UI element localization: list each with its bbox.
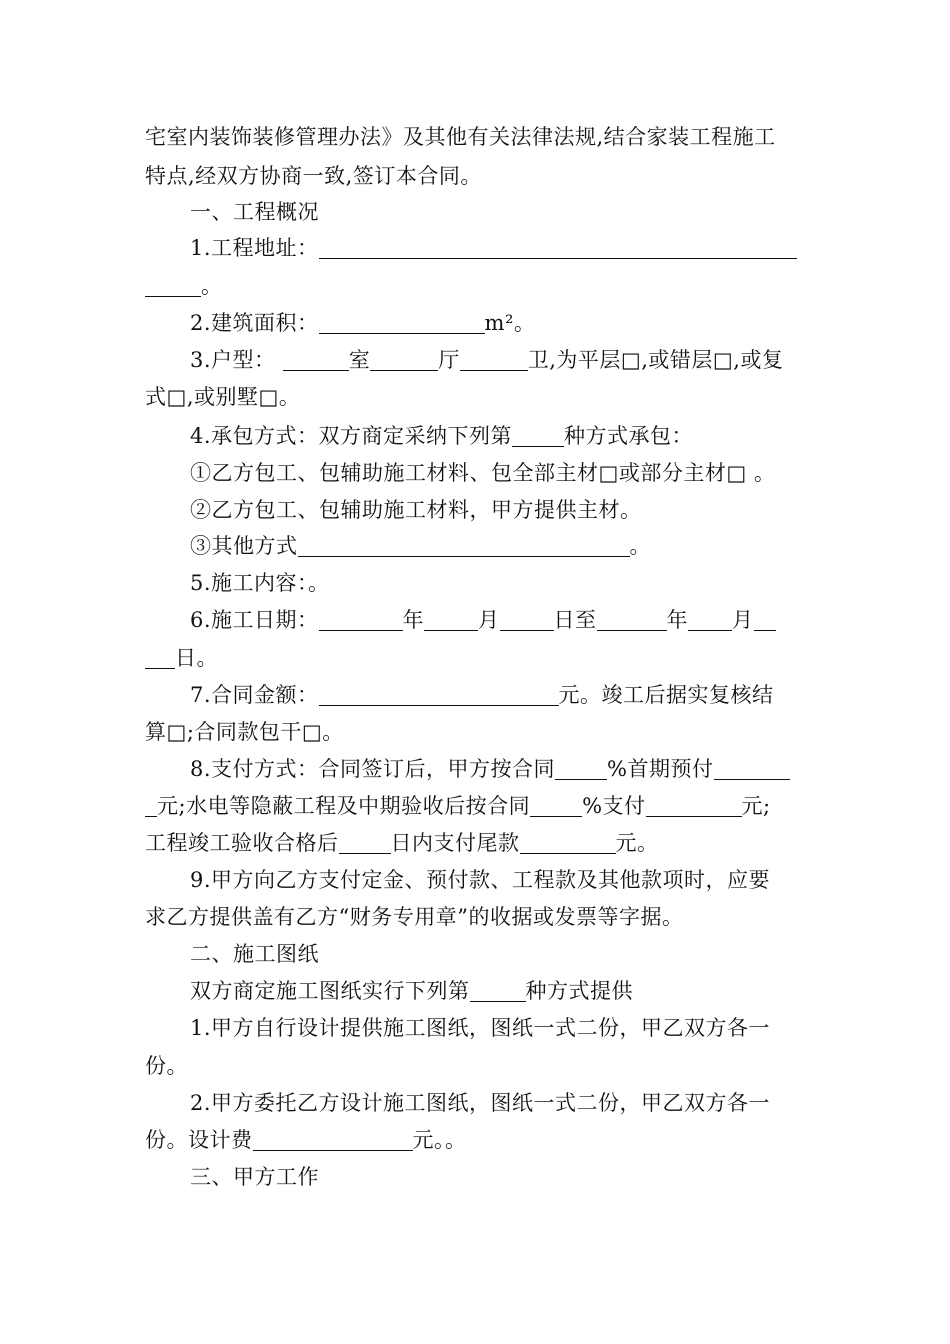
area-line <box>190 307 810 339</box>
prepay-blank-cont <box>145 794 157 817</box>
payment-line <box>190 753 810 785</box>
mid-pay-blank <box>646 794 742 817</box>
text: 种方式提供 <box>525 979 633 1003</box>
text: 厅 <box>438 348 460 372</box>
prepay-blank <box>714 757 790 780</box>
text: 日。 <box>175 646 218 670</box>
text: 元;水电等隐蔽工程及中期验收后按合同 <box>157 794 531 818</box>
text: %支付 <box>582 794 646 818</box>
text: 卫,为平层□,或错层□,或复 <box>527 348 784 372</box>
text: 室 <box>348 348 371 372</box>
area-blank <box>319 311 485 334</box>
text: 份。设计费 <box>145 1128 253 1152</box>
drawing-method-line <box>190 975 810 1007</box>
text-line: 宅室内装饰装修管理办法》及其他有关法律法规,结合家装工程施工 <box>145 125 776 149</box>
section-heading: 一、工程概况 <box>190 200 319 224</box>
label: 1.工程地址： <box>190 236 319 260</box>
method-blank <box>470 979 526 1002</box>
date-line <box>190 604 810 636</box>
address-line-cont <box>145 270 810 302</box>
option-item: ①乙方包工、包辅助施工材料、包全部主材□或部分主材□ 。 <box>190 461 776 485</box>
section-heading: 二、施工图纸 <box>190 942 319 966</box>
contract-method-line <box>190 420 810 452</box>
method-blank <box>512 424 564 447</box>
day-blank-cont <box>145 646 175 669</box>
text-line: 特点,经双方协商一致,签订本合同。 <box>145 164 482 188</box>
percent-blank <box>555 757 607 780</box>
room-blank <box>283 348 349 371</box>
text-line: 算□;合同款包干□。 <box>145 720 344 744</box>
text: ③其他方式 <box>190 534 298 558</box>
text: 。 <box>201 274 223 298</box>
payment-line-cont <box>145 790 810 822</box>
date-line-cont <box>145 642 810 674</box>
label: 3.户型： <box>190 348 276 372</box>
text: 元。竣工后据实复核结 <box>558 683 774 707</box>
other-method-blank <box>298 534 630 557</box>
bath-blank <box>460 348 528 371</box>
option-item: ②乙方包工、包辅助施工材料，甲方提供主材。 <box>190 498 642 522</box>
layout-line <box>190 344 810 376</box>
label: 6.施工日期： <box>190 608 319 632</box>
day-blank <box>500 608 554 631</box>
text: 元。 <box>615 831 659 855</box>
text: 月 <box>732 608 754 632</box>
text: 8.支付方式：合同签订后，甲方按合同 <box>190 757 556 781</box>
balance-blank <box>520 831 616 854</box>
text: 种方式承包： <box>564 424 694 448</box>
year-blank <box>319 608 403 631</box>
section-heading: 三、甲方工作 <box>190 1165 319 1189</box>
text: 年 <box>402 608 425 632</box>
text: 工程竣工验收合格后 <box>145 831 339 855</box>
payment-line-cont <box>145 827 810 859</box>
text-line: 1.甲方自行设计提供施工图纸，图纸一式二份，甲乙双方各一 <box>190 1016 771 1040</box>
design-fee-blank <box>253 1128 413 1151</box>
text: %首期预付 <box>607 757 714 781</box>
percent-blank <box>530 794 582 817</box>
text: 。 <box>629 534 651 558</box>
hall-blank <box>370 348 438 371</box>
text-line: 9.甲方向乙方支付定金、预付款、工程款及其他款项时，应要 <box>190 868 771 892</box>
month-blank <box>424 608 478 631</box>
text: 日内支付尾款 <box>390 831 520 855</box>
day-blank <box>754 608 776 631</box>
text-line: 份。 <box>145 1054 188 1078</box>
amount-blank <box>319 683 559 706</box>
label: 2.建筑面积： <box>190 311 319 335</box>
option-item <box>190 530 810 562</box>
text: 年 <box>666 608 689 632</box>
address-line <box>190 232 810 264</box>
text: 元。。 <box>412 1128 467 1152</box>
text-line: 求乙方提供盖有乙方“财务专用章”的收据或发票等字据。 <box>145 905 684 929</box>
year-blank <box>597 608 667 631</box>
text-line: 2.甲方委托乙方设计施工图纸，图纸一式二份，甲乙双方各一 <box>190 1091 771 1115</box>
amount-line <box>190 679 810 711</box>
text: 月 <box>478 608 500 632</box>
month-blank <box>688 608 732 631</box>
text-line: 式□,或别墅□。 <box>145 385 301 409</box>
days-blank <box>339 831 391 854</box>
text: 4.承包方式：双方商定采纳下列第 <box>190 424 513 448</box>
text: 日至 <box>553 608 597 632</box>
text: 双方商定施工图纸实行下列第 <box>190 979 470 1003</box>
design-fee-line <box>145 1124 810 1156</box>
address-blank <box>319 236 797 259</box>
address-blank-cont <box>145 274 201 297</box>
unit: m²。 <box>484 311 536 335</box>
text-line: 5.施工内容：。 <box>190 571 330 595</box>
text: 元; <box>741 794 771 818</box>
label: 7.合同金额： <box>190 683 319 707</box>
